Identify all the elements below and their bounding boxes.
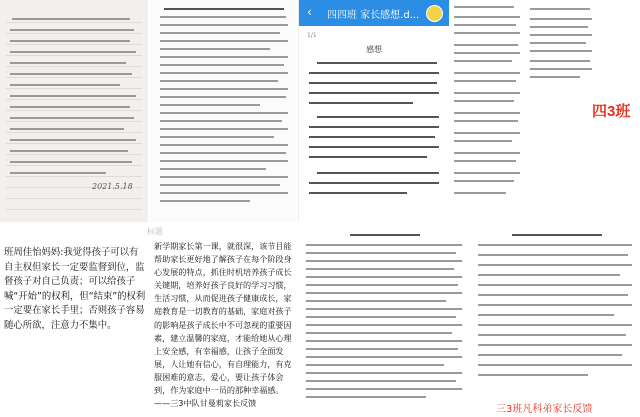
feedback-caption: 三3班凡科弟家长反馈 [496, 404, 593, 415]
page-indicator: 1/1 [307, 32, 317, 39]
document-filename: 四四班 家长感想.d... [327, 10, 420, 21]
handwritten-signature: 2021.5.18 [92, 182, 133, 191]
document-title: 感想 [366, 45, 382, 54]
printed-feedback-document-2 [472, 228, 640, 417]
phone-document-screenshot [298, 0, 448, 222]
handwritten-note-photo [0, 0, 148, 222]
phone-header-bar [299, 0, 449, 26]
parent-note-text: 班周佳怡妈妈:我觉得孩子可以有自主权但家长一定要监督到位，监督孩子对自己负责；可以给孩子喊“开始”的权利，但“结束”的权利一定要在家长手里；否则孩子容易随心所欲，注意力不集中。 [4, 247, 146, 331]
feedback-text: 新学期家长第一课，就很深，该节目能帮助家长更好地了解孩子在每个阶段身心发展的特点，抓住时机培养孩子成长关键期，培养好孩子良好的学习习惯，生活习惯，从而促进孩子健康成长，家庭教育是一切教育的基础，家庭对孩子的影响是孩子成长中不可忽视的重要因素，建立温馨的家庭，才能给她从心理上安全感，有幸福感，让孩子全面发展，人让她有信心，有自理能力，有克服困难的意志，爱心，要让孩子体会到，作为家庭中一员的那种幸福感。——三3中队甘曼莉家长反馈 [154, 241, 292, 409]
chevron-left-icon[interactable]: ‹ [307, 5, 312, 19]
feedback-heading: 标题 [147, 227, 163, 236]
avatar-icon[interactable] [426, 5, 443, 22]
class-feedback [147, 227, 298, 417]
chat-screenshot [450, 0, 640, 222]
class-banner: 四3班 [592, 103, 631, 120]
printed-feedback-document [300, 228, 470, 417]
printed-document [150, 0, 296, 222]
parent-note [0, 228, 148, 417]
